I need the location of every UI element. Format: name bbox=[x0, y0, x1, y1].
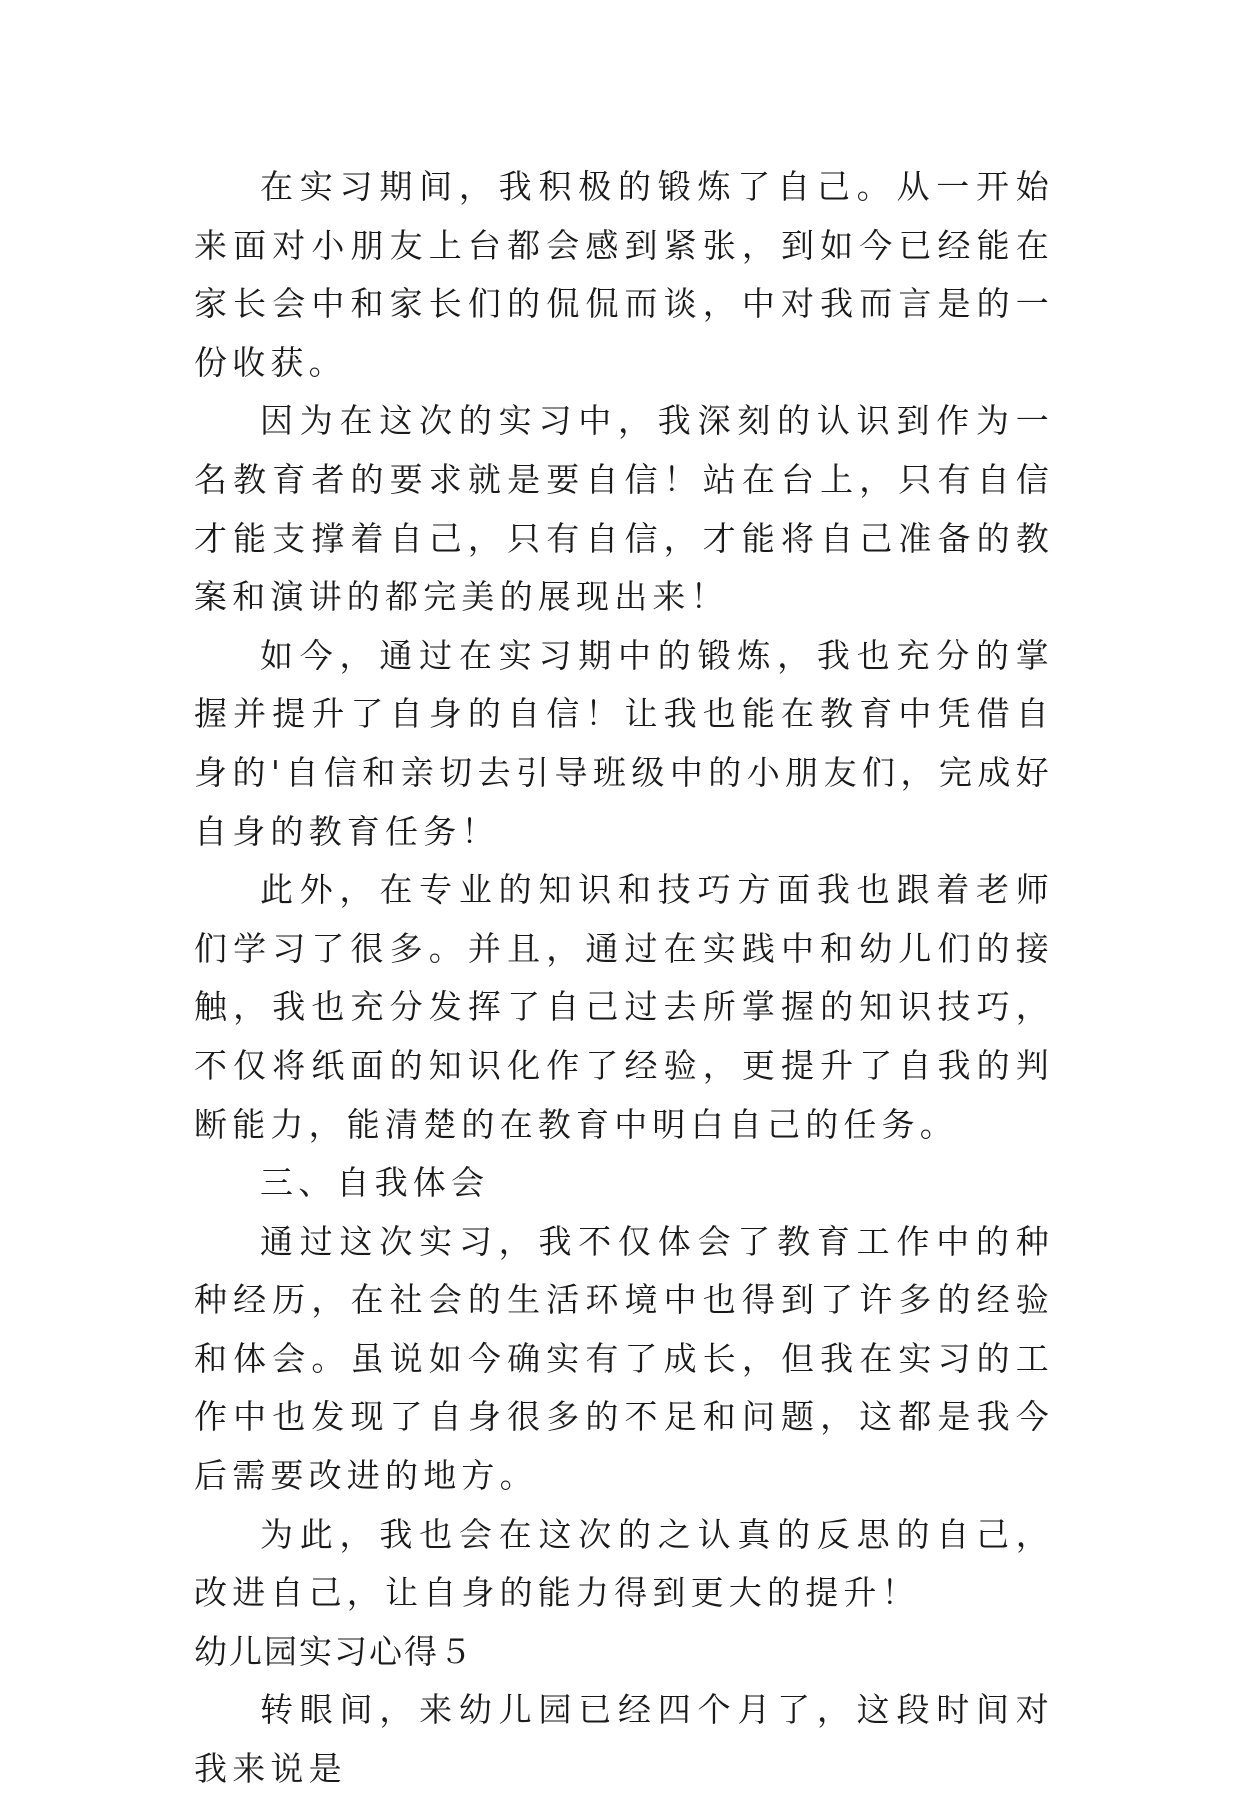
paragraph-7: 转眼间，来幼儿园已经四个月了，这段时间对我来说是 bbox=[194, 1690, 1054, 1789]
document-body bbox=[194, 158, 1054, 1799]
paragraph-1: 在实习期间，我积极的锻炼了自己。从一开始来面对小朋友上台都会感到紧张，到如今已经能在家长会中和家长们的侃侃而谈，中对我而言是的一份收获。 bbox=[194, 167, 1054, 382]
paragraph-4: 此外，在专业的知识和技巧方面我也跟着老师们学习了很多。并且，通过在实践中和幼儿们的接触，我也充分发挥了自己过去所掌握的知识技巧，不仅将纸面的知识化作了经验，更提升了自我的判断能力，能清楚的在教育中明白自己的任务。 bbox=[194, 870, 1054, 1144]
article-title: 幼儿园实习心得５ bbox=[194, 1631, 474, 1671]
paragraph-5: 通过这次实习，我不仅体会了教育工作中的种种经历，在社会的生活环境中也得到了许多的经验和体会。虽说如今确实有了成长，但我在实习的工作中也发现了自身很多的不足和问题，这都是我今后需要改进的地方。 bbox=[194, 1221, 1054, 1496]
paragraph-2: 因为在这次的实习中，我深刻的认识到作为一名教育者的要求就是要自信！站在台上，只有自信才能支撑着自己，只有自信，才能将自己准备的教案和演讲的都完美的展现出来！ bbox=[194, 401, 1054, 617]
section-heading: 三、自我体会 bbox=[260, 1163, 490, 1203]
paragraph-6: 为此，我也会在这次的之认真的反思的自己，改进自己，让自身的能力得到更大的提升！ bbox=[194, 1514, 1054, 1613]
paragraph-3: 如今，通过在实习期中的锻炼，我也充分的掌握并提升了自身的自信！让我也能在教育中凭借自身的'自信和亲切去引导班级中的小朋友们，完成好自身的教育任务！ bbox=[194, 635, 1054, 851]
